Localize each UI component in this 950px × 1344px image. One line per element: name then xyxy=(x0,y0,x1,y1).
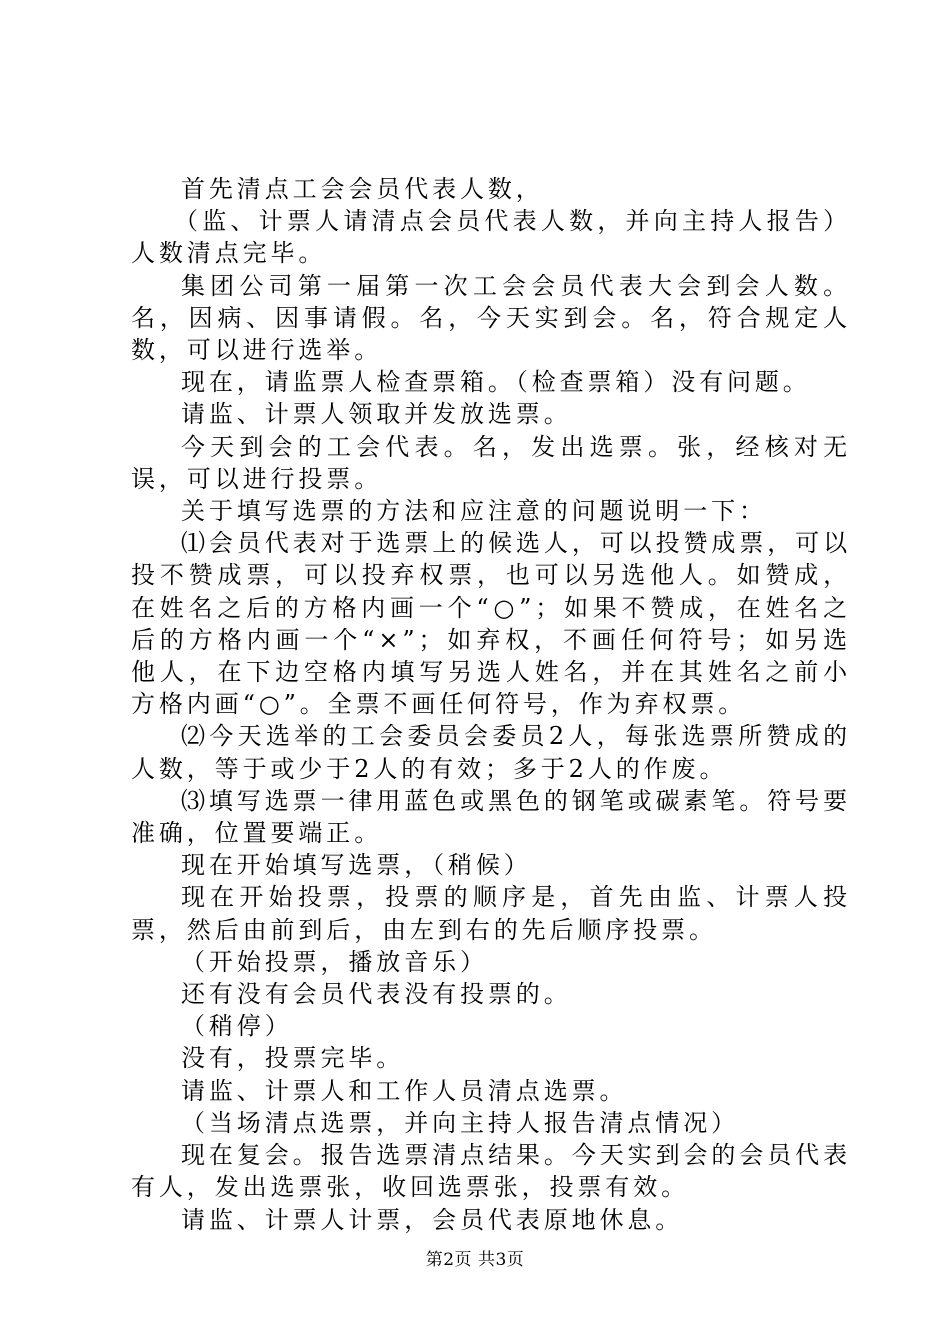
paragraph-count-members: 首先清点工会会员代表人数， xyxy=(181,175,544,203)
paragraph-rule-2: ⑵今天选举的工会委员会委员2人，每张选票所赞成的人数，等于或少于2人的有效；多于2人的作废。 xyxy=(131,722,851,783)
paragraph-start-filling: 现在开始填写选票，（稍候） xyxy=(181,851,532,880)
document-body xyxy=(131,173,851,1236)
paragraph-voting-complete: 没有，投票完毕。 xyxy=(181,1044,405,1073)
paragraph-any-unvoted: 还有没有会员代表没有投票的。 xyxy=(181,980,572,1009)
paragraph-voting-music: （开始投票，播放音乐） xyxy=(181,947,488,976)
paragraph-pause: （稍停） xyxy=(181,1012,293,1041)
page-number-footer: 第2页 共3页 xyxy=(425,1250,525,1270)
paragraph-filling-method-intro: 关于填写选票的方法和应注意的问题说明一下： xyxy=(181,497,767,526)
paragraph-rule-3: ⑶填写选票一律用蓝色或黑色的钢笔或碳素笔。符号要准确，位置要端正。 xyxy=(131,786,851,848)
paragraph-count-instruction: （监、计票人请清点会员代表人数，并向主持人报告）人数清点完毕。 xyxy=(131,207,851,268)
paragraph-rule-1: ⑴会员代表对于选票上的候选人，可以投赞成票，可以投不赞成票，可以投弃权票，也可以另选他人。如赞成，在姓名之后的方格内画一个“○”；如果不赞成，在姓名之后的方格内画一个“×”；如弃权，不画任何符号；如另选他人，在下边空格内填写另选人姓名，并在其姓名之前小方格内画“○”。全票不画任何符号，作为弃权票。 xyxy=(131,529,851,719)
paragraph-distribute-ballots: 请监、计票人领取并发放选票。 xyxy=(181,400,572,429)
paragraph-check-ballot-box: 现在，请监票人检查票箱。（检查票箱）没有问题。 xyxy=(181,368,811,397)
paragraph-tally-rest: 请监、计票人计票，会员代表原地休息。 xyxy=(181,1205,684,1234)
paragraph-count-ballots: 请监、计票人和工作人员清点选票。 xyxy=(181,1076,628,1105)
paragraph-attendance: 集团公司第一届第一次工会会员代表大会到会人数。名，因病、因事请假。名，今天实到会。名，符合规定人数，可以进行选举。 xyxy=(131,271,851,365)
paragraph-ballots-issued: 今天到会的工会代表。名，发出选票。张，经核对无误，可以进行投票。 xyxy=(131,432,851,493)
paragraph-start-voting: 现在开始投票，投票的顺序是，首先由监、计票人投票，然后由前到后，由左到右的先后顺序投票。 xyxy=(131,883,851,944)
paragraph-count-report: （当场清点选票，并向主持人报告清点情况） xyxy=(181,1108,739,1137)
paragraph-resume-results: 现在复会。报告选票清点结果。今天实到会的会员代表有人，发出选票张，收回选票张，投票有效。 xyxy=(131,1141,851,1202)
